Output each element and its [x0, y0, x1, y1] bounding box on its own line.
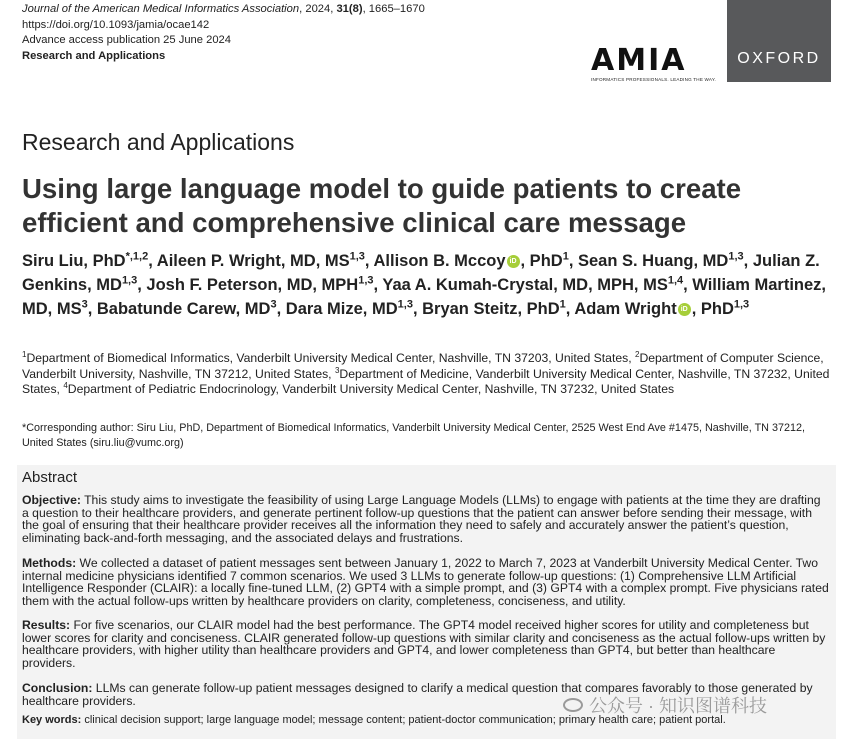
author-affil-sup: 3	[81, 298, 88, 311]
affil-number: 4	[63, 380, 68, 390]
keywords-label: Key words:	[22, 714, 82, 726]
author-name: Sean S. Huang, MD	[577, 252, 729, 270]
citation-line: Journal of the American Medical Informatics Association, 2024, 31(8), 1665–1670	[22, 3, 425, 15]
author-degree: , PhD	[520, 252, 563, 270]
keywords: Key words: clinical decision support; large language model; message content; patient-doctor communication; primary health care; patient portal.	[22, 714, 726, 726]
author-name: Dara Mize, MD	[285, 300, 398, 318]
journal-header	[22, 2, 425, 64]
author-name: Julian Z. Genkins, MD	[22, 252, 820, 294]
abstract-label: Objective:	[22, 493, 81, 507]
author-name: Bryan Steitz, PhD	[422, 300, 560, 318]
section-heading: Research and Applications	[22, 129, 295, 155]
orcid-icon[interactable]: iD	[507, 255, 520, 268]
abstract-methods: Methods: We collected a dataset of patient messages sent between January 1, 2022 to March 7, 2023 at Vanderbilt University Medical Center. Two internal medicine physicians identified 7 common scenarios. We used 3 LLMs to generate follow-up questions: (1) Comprehensive LLM Artificial Intelligence Responder (CLAIR): a locally fine-tuned LLM, (2) GPT4 with a simple prompt, and (3) GPT4 with a complex prompt. Five physicians rated them with the actual follow-ups written by healthcare providers on clarity, completeness, conciseness, and utility.	[22, 556, 829, 609]
author-affil-sup: 3	[270, 298, 277, 311]
affiliations	[22, 351, 830, 398]
author-name: Babatunde Carew, MD	[96, 300, 271, 318]
oxford-logo: OXFORD	[727, 0, 831, 82]
author-affil-sup: 1,3	[397, 298, 413, 311]
access-date: Advance access publication 25 June 2024	[22, 34, 231, 46]
author-name: William Martinez, MD, MS	[22, 276, 827, 318]
author-list: Siru Liu, PhD$^{*,1,2}$, Aileen P. Wright, MD, MS$^{1,3}$, Allison B. Mccoy iD , PhD$^1$, Sean S. Huang, MD$^{1,3}$, Julian Z. Genkins, MD$^{1,3}$, Josh F. Peterson, MD, MPH$^{1,3}$, Yaa A. Kumah-Crystal, MD, MPH, MS$^{1,4}$, William Martinez, MD, $MS^3$, Babatunde Carew, $MD^3$, Dara Mize, MD$^{1,3}$, Bryan Steitz, PhD$^1$, Adam Wright iD , PhD$^{1,3}$	[22, 250, 827, 318]
orcid-icon[interactable]: iD	[678, 303, 691, 316]
author-affil-sup: 1,3	[728, 250, 744, 263]
abstract-heading: Abstract	[22, 469, 78, 486]
affil-text: Department of Computer Science, Vanderbilt University, Nashville, TN 37212, United States,	[22, 351, 824, 381]
watermark: 公众号 · 知识图谱科技	[563, 692, 767, 718]
affil-text: Department of Biomedical Informatics, Vanderbilt University Medical Center, Nashville, TN 37203, United States,	[26, 351, 635, 365]
volume: 31(8)	[336, 3, 363, 15]
abstract-objective: Objective: This study aims to investigate the feasibility of using Large Language Models (LLMs) to engage with patients at the time they are drafting a question to their healthcare providers, and generate pertinent follow-up questions that the patient can answer before sending their message, with the goal of ensuring that their healthcare provider receives all the information they need to safely and accurately answer the patient’s question, eliminating back-and-forth messaging, and the associated delays and frustrations.	[22, 493, 821, 546]
abstract-label: Results:	[22, 618, 71, 632]
author-name: Josh F. Peterson, MD, MPH	[146, 276, 359, 294]
author-affil-sup: 1,4	[667, 274, 684, 287]
author-name: Allison B. Mccoy	[373, 252, 506, 270]
author-name: Adam Wright	[574, 300, 677, 318]
amia-tagline: INFORMATICS PROFESSIONALS. LEADING THE WAY.	[591, 77, 716, 82]
author-affil-sup: 1,3	[349, 250, 365, 263]
wechat-icon	[563, 698, 583, 712]
affil-number: 1	[22, 349, 27, 359]
author-degree: , PhD	[691, 300, 734, 318]
author-affil-sup: 1,3	[733, 298, 750, 311]
author-name: Yaa A. Kumah-Crystal, MD, MPH, MS	[382, 276, 668, 294]
affil-text: Department of Pediatric Endocrinology, Vanderbilt University Medical Center, Nashville, TN 37232, United States	[67, 382, 675, 396]
affil-number: 2	[634, 349, 640, 359]
abstract-conclusion: Conclusion: LLMs can generate follow-up patient messages designed to clarify a medical question that compares favorably to those generated by healthcare providers.	[22, 681, 813, 708]
author-affil-sup: 1	[559, 298, 566, 311]
author-affil-sup: 1,3	[121, 274, 138, 287]
author-affil-sup: 1,3	[358, 274, 374, 287]
article-title: Using large language model to guide patients to create efficient and comprehensive clinical care message	[22, 173, 742, 238]
affil-text: Department of Medicine, Vanderbilt University Medical Center, Nashville, TN 37232, United States,	[22, 366, 830, 396]
author-name: Aileen P. Wright, MD, MS	[156, 252, 350, 270]
journal-name: Journal of the American Medical Informatics Association	[22, 3, 300, 15]
author-affil-sup: *,1,2	[125, 250, 149, 263]
doi-link[interactable]: https://doi.org/10.1093/jamia/ocae142	[22, 18, 210, 31]
abstract-label: Conclusion:	[22, 681, 93, 695]
author-affil-sup: 1	[562, 250, 569, 263]
author-name: Siru Liu, PhD	[22, 252, 126, 270]
corresponding-author: *Corresponding author: Siru Liu, PhD, Department of Biomedical Informatics, Vanderbilt University Medical Center, 2525 West End Ave #1475, Nashville, TN 37212, United States (siru.liu@vumc.org)	[22, 422, 805, 449]
abstract-label: Methods:	[22, 556, 77, 570]
amia-logo	[591, 43, 716, 82]
article-category: Research and Applications	[22, 49, 166, 62]
abstract-results: Results: For five scenarios, our CLAIR model had the best performance. The GPT4 model received higher scores for utility and completeness but lower scores for clarity and conciseness. CLAIR generated follow-up questions with similar clarity and conciseness as the actual follow-ups written by healthcare providers, with higher utility than healthcare providers and GPT4, and lower completeness than GPT4, but better than healthcare providers.	[22, 618, 826, 671]
affil-number: 3	[334, 365, 340, 375]
amia-wordmark: AMIA	[591, 43, 687, 78]
